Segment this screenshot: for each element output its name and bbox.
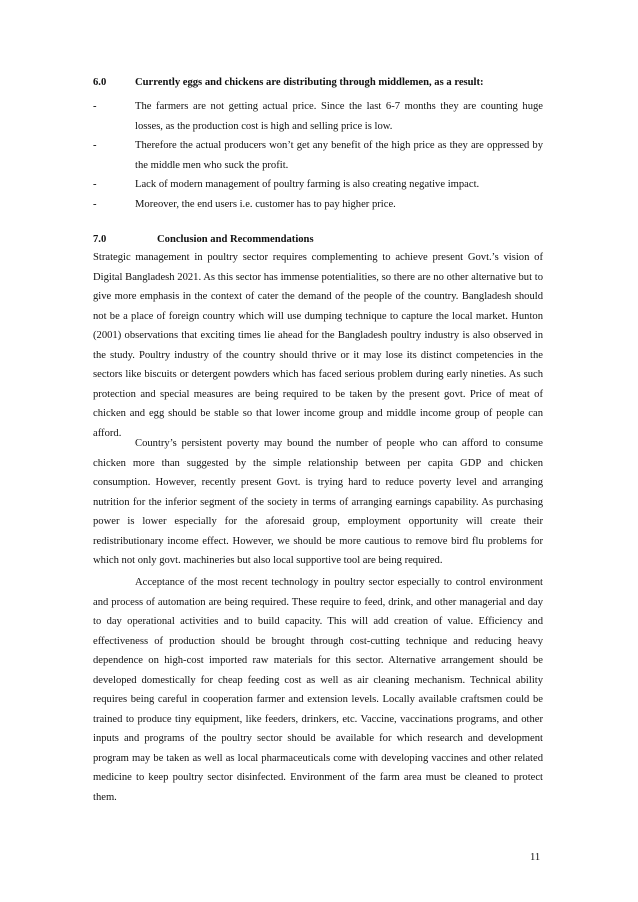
section-7-number: 7.0 (93, 234, 107, 245)
bullet-item (93, 175, 543, 195)
section-6-bullet-list (93, 97, 543, 214)
bullet-mark: - (93, 179, 97, 190)
section-6-title: Currently eggs and chickens are distributing through middlemen, as a result: (135, 77, 484, 88)
paragraph: Strategic management in poultry sector requires complementing to achieve present Govt.’s vision of Digital Bangladesh 2021. As this sector has immense potentialities, so there are no other alternative but to give more emphasis in the context of cater the demand of the people of the country. Bangladesh should not be a place of foreign country which will use dumping technique to capture the local market. Hunton (2001) observations that exciting times lie ahead for the Bangladesh poultry industry is also observed in the study. Poultry industry of the country should thrive or it may lose its distinct competencies in the sectors like biscuits or detergent powders which has faced serious problem during early nineties. As such protection and special measures are being required to be taken by the present govt. Price of meat of chicken and egg should be stable so that lower income group and middle income group of people can afford. (93, 252, 543, 439)
section-6-heading (93, 76, 484, 90)
paragraph: Country’s persistent poverty may bound the number of people who can afford to consume chicken more than suggested by the simple relationship between per capita GDP and chicken consumption. However, recently present Govt. is trying hard to reduce poverty level and arranging nutrition for the inferior segment of the society in terms of arranging earnings capability. As purchasing power is lower especially for the aforesaid group, employment opportunity will create their redistributionary income effect. However, we should be more cautious to remove bird flu problems for which not only govt. machineries but also local supportive tool are being required. (93, 438, 543, 566)
bullet-mark: - (93, 140, 97, 151)
bullet-item (93, 136, 543, 175)
section-6-number: 6.0 (93, 77, 107, 88)
bullet-text: Lack of modern management of poultry farming is also creating negative impact. (135, 179, 480, 190)
bullet-text: The farmers are not getting actual price. Since the last 6-7 months they are counting huge losses, as the production cost is high and selling price is low. (135, 101, 543, 132)
bullet-text: Therefore the actual producers won’t get any benefit of the high price as they are oppressed by the middle men who suck the profit. (135, 140, 543, 171)
section-7-heading (93, 233, 314, 247)
bullet-item (93, 97, 543, 136)
page-number: 11 (530, 852, 541, 863)
bullet-mark: - (93, 198, 97, 210)
bullet-mark: - (93, 101, 97, 112)
bullet-text: Moreover, the end users i.e. customer has to pay higher price. (135, 198, 396, 210)
section-7-title: Conclusion and Recommendations (157, 234, 314, 245)
paragraph: Acceptance of the most recent technology in poultry sector especially to control environment and process of automation are being required. These require to feed, drink, and other managerial and day to day operational activities and to build capacity. This will add creation of value. Efficiency and effectiveness of production should be brought through cost-cutting technique and reducing heavy dependence on high-cost imported raw materials for this sector. Alternative arrangement should be developed domestically for cheap feeding cost as well as air cleaning mechanism. Technical ability requires being careful in cooperation farmer and extension levels. Locally available craftsmen could be trained to produce tiny equipment, like feeders, drinkers, etc. Vaccine, vaccinations programs, and other inputs and programs of the poultry sector should be available for which research and development program may be taken as well as local pharmaceuticals come with developing vaccines and other related medicine to keep poultry sector disinfected. Environment of the farm area must be cleaned to protect them. (93, 577, 543, 803)
bullet-item (93, 195, 543, 215)
